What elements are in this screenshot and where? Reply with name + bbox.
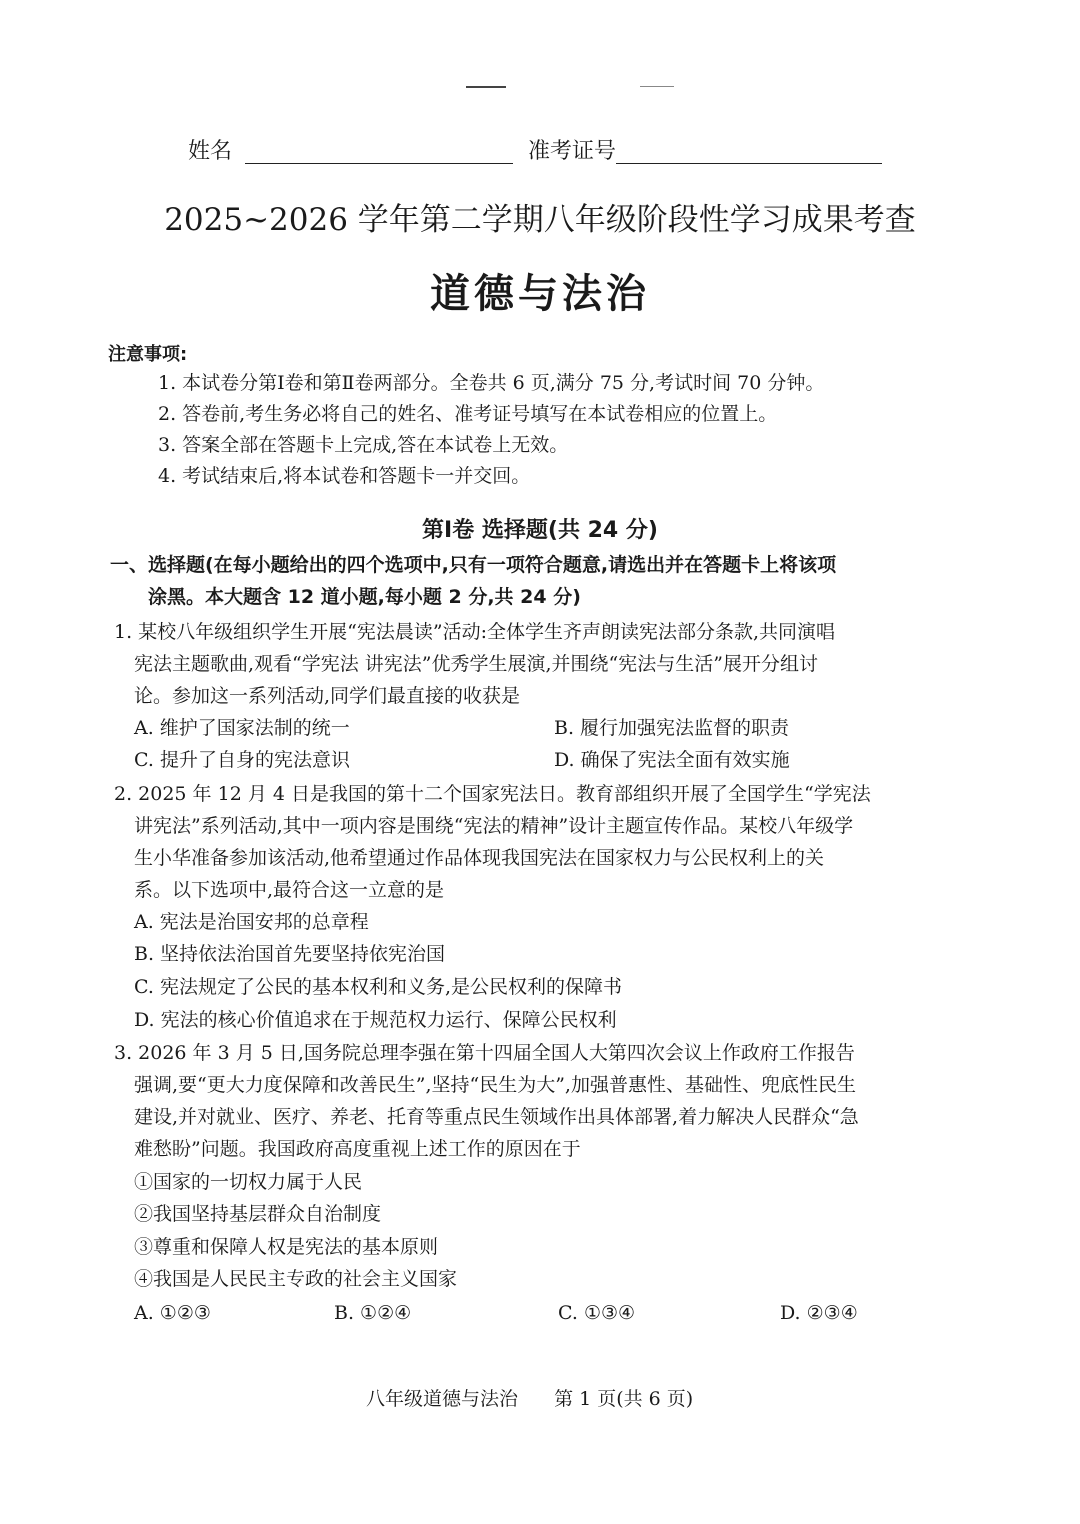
q2-stem: 生小华准备参加该活动,他希望通过作品体现我国宪法在国家权力与公民权利上的关	[134, 847, 825, 869]
footer-page: 第 1 页(共 6 页)	[554, 1388, 694, 1410]
candidate-info	[188, 140, 882, 164]
section-instruction: 涂黑。本大题含 12 道小题,每小题 2 分,共 24 分)	[148, 586, 581, 608]
q1-option-a[interactable]: A. 维护了国家法制的统一	[134, 717, 350, 739]
exam-no-label: 准考证号	[528, 139, 617, 164]
exam-title: 2025~2026 学年第二学期八年级阶段性学习成果考查	[164, 202, 916, 238]
q2-stem: 2. 2025 年 12 月 4 日是我国的第十二个国家宪法日。教育部组织开展了全国学生“学宪法	[114, 783, 871, 805]
q2-option-a[interactable]: A. 宪法是治国安邦的总章程	[134, 911, 369, 933]
note-item: 4. 考试结束后,将本试卷和答题卡一并交回。	[158, 465, 531, 487]
note-item: 3. 答案全部在答题卡上完成,答在本试卷上无效。	[158, 434, 569, 456]
section-title: 第Ⅰ卷 选择题(共 24 分)	[422, 518, 658, 543]
q3-option-a[interactable]: A. ①②③	[134, 1302, 211, 1324]
footer-subject: 八年级道德与法治	[366, 1388, 519, 1410]
scan-mark-left	[466, 86, 506, 88]
q1-stem: 1. 某校八年级组织学生开展“宪法晨读”活动:全体学生齐声朗读宪法部分条款,共同演唱	[114, 621, 836, 643]
q1-option-b[interactable]: B. 履行加强宪法监督的职责	[554, 717, 790, 739]
name-label: 姓名	[188, 139, 233, 164]
scan-mark-right	[640, 86, 674, 87]
q2-stem: 系。以下选项中,最符合这一立意的是	[134, 879, 445, 901]
q2-stem: 讲宪法”系列活动,其中一项内容是围绕“宪法的精神”设计主题宣传作品。某校八年级学	[134, 815, 854, 837]
q1-stem: 宪法主题歌曲,观看“学宪法 讲宪法”优秀学生展演,并围绕“宪法与生活”展开分组讨	[134, 653, 818, 675]
q2-option-b[interactable]: B. 坚持依法治国首先要坚持依宪治国	[134, 943, 446, 965]
subject-title: 道德与法治	[430, 271, 650, 317]
q2-option-c[interactable]: C. 宪法规定了公民的基本权利和义务,是公民权利的保障书	[134, 976, 622, 998]
q3-stem: 难愁盼”问题。我国政府高度重视上述工作的原因在于	[134, 1138, 581, 1160]
q3-statement: ①国家的一切权力属于人民	[134, 1171, 363, 1193]
notes-heading: 注意事项:	[108, 344, 188, 365]
q1-stem: 论。参加这一系列活动,同学们最直接的收获是	[134, 685, 521, 707]
q1-option-c[interactable]: C. 提升了自身的宪法意识	[134, 749, 350, 771]
q3-statement: ③尊重和保障人权是宪法的基本原则	[134, 1236, 439, 1258]
q1-option-d[interactable]: D. 确保了宪法全面有效实施	[554, 749, 790, 771]
q3-stem: 建设,并对就业、医疗、养老、托育等重点民生领域作出具体部署,着力解决人民群众“急	[134, 1106, 859, 1128]
q3-option-c[interactable]: C. ①③④	[558, 1302, 636, 1324]
q3-option-b[interactable]: B. ①②④	[334, 1302, 412, 1324]
q3-option-d[interactable]: D. ②③④	[780, 1302, 858, 1324]
q2-option-d[interactable]: D. 宪法的核心价值追求在于规范权力运行、保障公民权利	[134, 1009, 617, 1031]
name-field[interactable]	[245, 143, 513, 164]
section-instruction: 一、选择题(在每小题给出的四个选项中,只有一项符合题意,请选出并在答题卡上将该项	[110, 554, 837, 576]
note-item: 1. 本试卷分第Ⅰ卷和第Ⅱ卷两部分。全卷共 6 页,满分 75 分,考试时间 70 分钟。	[158, 372, 825, 394]
page-footer	[366, 1387, 693, 1411]
q3-stem: 强调,要“更大力度保障和改善民生”,坚持“民生为大”,加强普惠性、基础性、兜底性民生	[134, 1074, 856, 1096]
q3-statement: ④我国是人民民主专政的社会主义国家	[134, 1268, 458, 1290]
note-item: 2. 答卷前,考生务必将自己的姓名、准考证号填写在本试卷相应的位置上。	[158, 403, 778, 425]
q3-stem: 3. 2026 年 3 月 5 日,国务院总理李强在第十四届全国人大第四次会议上作政府工作报告	[114, 1042, 855, 1064]
exam-no-field[interactable]	[616, 143, 882, 164]
q3-statement: ②我国坚持基层群众自治制度	[134, 1203, 382, 1225]
